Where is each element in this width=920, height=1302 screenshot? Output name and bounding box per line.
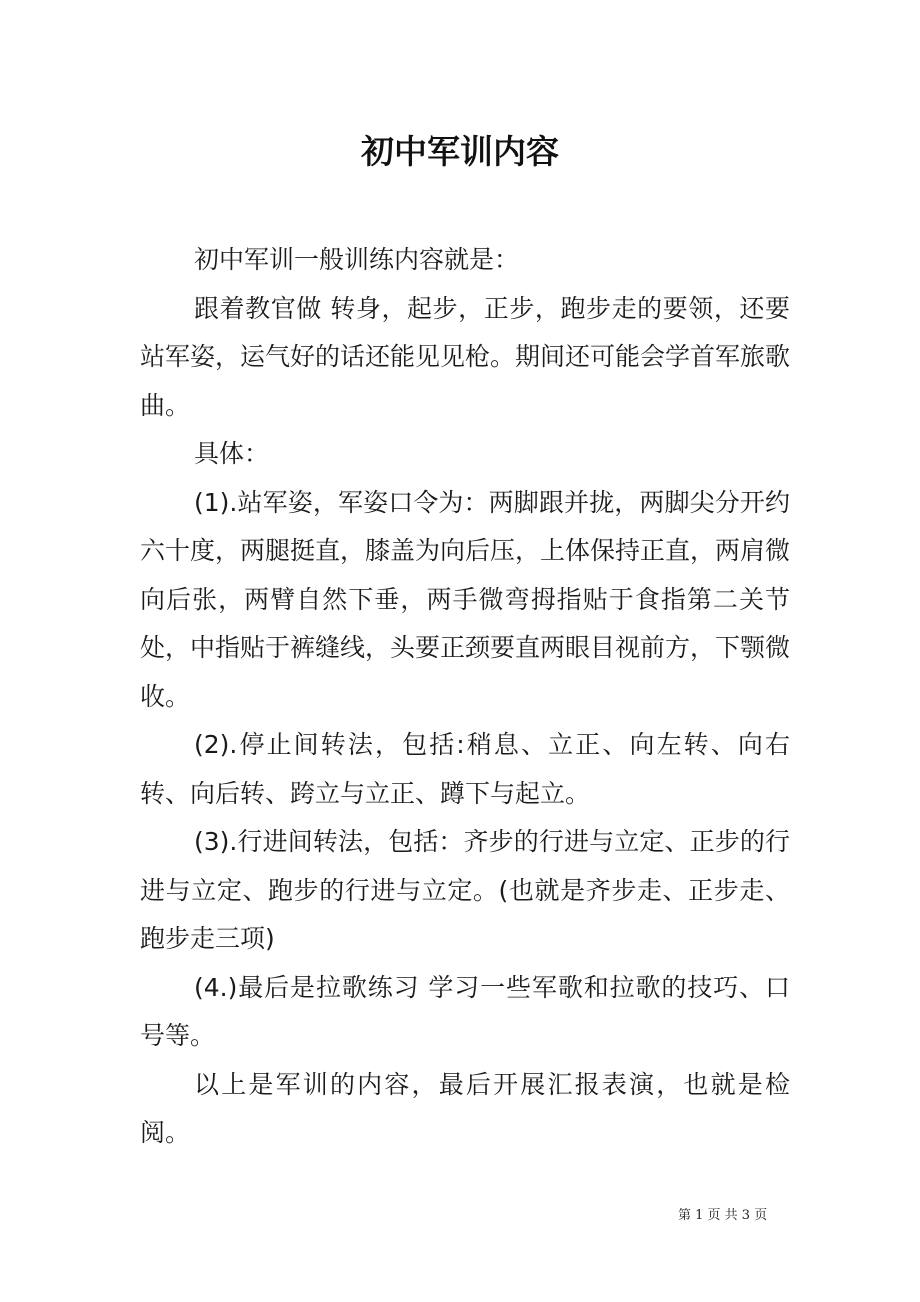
paragraph-item-1: (1).站军姿，军姿口令为：两脚跟并拢，两脚尖分开约六十度，两腿挺直，膝盖为向后压，上体保持正直，两肩微向后张，两臂自然下垂，两手微弯拇指贴于食指第二关节处，中指贴于裤缝线，头要正颈要直两眼目视前方，下颚微收。	[140, 487, 791, 711]
paragraph-item-4: (4.)最后是拉歌练习 学习一些军歌和拉歌的技巧、口号等。	[140, 972, 790, 1050]
document-title: 初中军训内容	[361, 132, 559, 171]
paragraph-item-3: (3).行进间转法，包括：齐步的行进与立定、正步的行进与立定、跑步的行进与立定。(也就是齐步走、正步走、跑步走三项)	[140, 827, 790, 953]
paragraph-conclusion: 以上是军训的内容，最后开展汇报表演，也就是检阅。	[140, 1069, 790, 1147]
page-number-footer: 第 1 页 共 3 页	[678, 1208, 768, 1223]
paragraph-intro: 初中军训一般训练内容就是：	[194, 245, 520, 274]
paragraph-details-heading: 具体：	[194, 439, 270, 468]
document-body	[140, 236, 790, 1158]
paragraph-overview: 跟着教官做 转身，起步，正步，跑步走的要领，还要站军姿，运气好的话还能见见枪。期间还可能会学首军旅歌曲。	[140, 293, 791, 420]
paragraph-item-2: (2).停止间转法，包括:稍息、立正、向左转、向右转、向后转、跨立与立正、蹲下与起立。	[140, 730, 790, 808]
